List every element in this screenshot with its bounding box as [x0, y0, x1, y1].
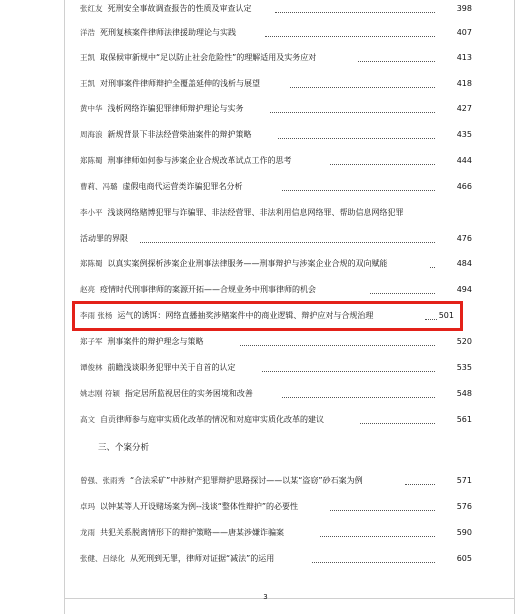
dot-leader [358, 61, 435, 62]
toc-author: 龙雨 [80, 528, 95, 537]
toc-author: 李雨 张杨 [80, 311, 113, 320]
dot-leader [265, 36, 435, 37]
toc-entry[interactable] [80, 475, 452, 486]
toc-author: 郑陈蜀 [80, 259, 103, 268]
toc-title: 指定居所监视居住的实务困境和改善 [124, 389, 253, 398]
toc-title: 取保候审新规中“足以防止社会危险性”的理解适用及实务应对 [100, 53, 317, 62]
dot-leader [282, 190, 435, 191]
toc-title: 虚假电商代运营类诈骗犯罪名分析 [122, 182, 243, 191]
toc-author: 张红友 [80, 4, 103, 13]
dot-leader [320, 536, 435, 537]
toc-author: 谭俊林 [80, 363, 103, 372]
toc-page-number: 435 [456, 130, 472, 139]
toc-author: 周海浪 [80, 130, 103, 139]
toc-entry[interactable] [80, 258, 452, 269]
toc-author: 郑子军 [80, 337, 103, 346]
dot-leader [140, 242, 435, 243]
toc-title: “合法采矿”中涉财产犯罪辩护思路探讨——以某“盗窃”砂石案为例 [130, 476, 363, 485]
toc-title: 死刑安全事故调查报告的性质及审查认定 [107, 4, 252, 13]
toc-page-number: 576 [456, 502, 472, 511]
dot-leader [330, 510, 435, 511]
page-footer-number: 3 [263, 593, 268, 601]
toc-title: 运气的诱饵：网络直播抽奖涉赌案件中的商业逻辑、辩护应对与合规治理 [117, 311, 374, 320]
toc-page-number: 413 [456, 53, 472, 62]
toc-author: 郑陈蜀 [80, 156, 103, 165]
toc-title: 刑事律师如何参与涉案企业合规改革试点工作的思考 [107, 156, 292, 165]
dot-leader [312, 562, 435, 563]
dot-leader [240, 345, 435, 346]
toc-page-number: 407 [456, 28, 472, 37]
dot-leader [275, 12, 435, 13]
dot-leader [278, 138, 435, 139]
toc-author: 洋浩 [80, 28, 95, 37]
toc-page-number: 535 [456, 363, 472, 372]
dot-leader [290, 87, 435, 88]
toc-title: 刑事案件的辩护理念与策略 [107, 337, 204, 346]
toc-page-number: 444 [456, 156, 472, 165]
toc-page-number: 548 [456, 389, 472, 398]
toc-page-number: 418 [456, 79, 472, 88]
dot-leader [330, 164, 435, 165]
toc-page-number: 561 [456, 415, 472, 424]
toc-page-number: 571 [456, 476, 472, 485]
toc-title: 自贡律师参与庭审实质化改革的情况和对庭审实质化改革的建议 [100, 415, 324, 424]
toc-page-number: 476 [456, 234, 472, 243]
toc-title: 从死刑到无罪，律师对证据“减法”的运用 [130, 554, 275, 563]
toc-page-number: 520 [456, 337, 472, 346]
section-heading: 三、个案分析 [98, 443, 150, 453]
toc-title: 死刑复核案件律师法律援助理论与实践 [100, 28, 236, 37]
toc-title: 浅谈网络赌博犯罪与诈骗罪、非法经营罪、非法利用信息网络罪、帮助信息网络犯罪 [107, 208, 404, 217]
toc-title-continuation: 活动罪的界限 [80, 234, 128, 243]
toc-page-number: 494 [456, 285, 472, 294]
toc-page-number: 605 [456, 554, 472, 563]
toc-title: 对刑事案件律师辩护全覆盖延伸的浅析与展望 [100, 79, 260, 88]
toc-page-number: 501 [438, 311, 454, 320]
toc-author: 曾强、张雨秀 [80, 476, 125, 485]
toc-author: 王凯 [80, 79, 95, 88]
dot-leader [430, 267, 435, 268]
toc-author: 赵亮 [80, 285, 95, 294]
toc-page-number: 398 [456, 4, 472, 13]
toc-author: 卓玛 [80, 502, 95, 511]
dot-leader [282, 397, 435, 398]
toc-author: 张健、吕绿化 [80, 554, 125, 563]
toc-author: 黄中华 [80, 104, 103, 113]
toc-title: 以钟某等人开设赌场案为例--浅谈“整体性辩护”的必要性 [100, 502, 299, 511]
dot-leader [270, 112, 435, 113]
page-border-right [514, 0, 515, 614]
page-border-left [64, 0, 65, 614]
toc-entry[interactable] [80, 207, 452, 218]
toc-title: 新规背景下非法经营柴油案件的辩护策略 [107, 130, 252, 139]
toc-page-number: 466 [456, 182, 472, 191]
toc-author: 曹莉、冯璐 [80, 182, 118, 191]
toc-author: 李小平 [80, 208, 103, 217]
toc-title: 以真实案例探析涉案企业刑事法律服务——刑事辩护与涉案企业合规的双向赋能 [107, 259, 388, 268]
toc-author: 王凯 [80, 53, 95, 62]
dot-leader [370, 293, 435, 294]
toc-title: 前瞻浅谈职务犯罪中关于自首的认定 [107, 363, 236, 372]
dot-leader [405, 484, 435, 485]
toc-entry-highlighted[interactable] [80, 310, 452, 321]
toc-page-number: 427 [456, 104, 472, 113]
dot-leader [360, 423, 435, 424]
toc-title: 共犯关系脱离情形下的辩护策略——唐某涉嫌诈骗案 [100, 528, 284, 537]
toc-title: 浅析网络诈骗犯罪律师辩护理论与实务 [107, 104, 244, 113]
toc-title: 疫情时代刑事律师的案源开拓——合规业务中刑事律师的机会 [100, 285, 316, 294]
toc-page-number: 590 [456, 528, 472, 537]
toc-page-number: 484 [456, 259, 472, 268]
dot-leader [262, 371, 435, 372]
toc-author: 高文 [80, 415, 95, 424]
toc-author: 姚志刚 符颖 [80, 389, 120, 398]
